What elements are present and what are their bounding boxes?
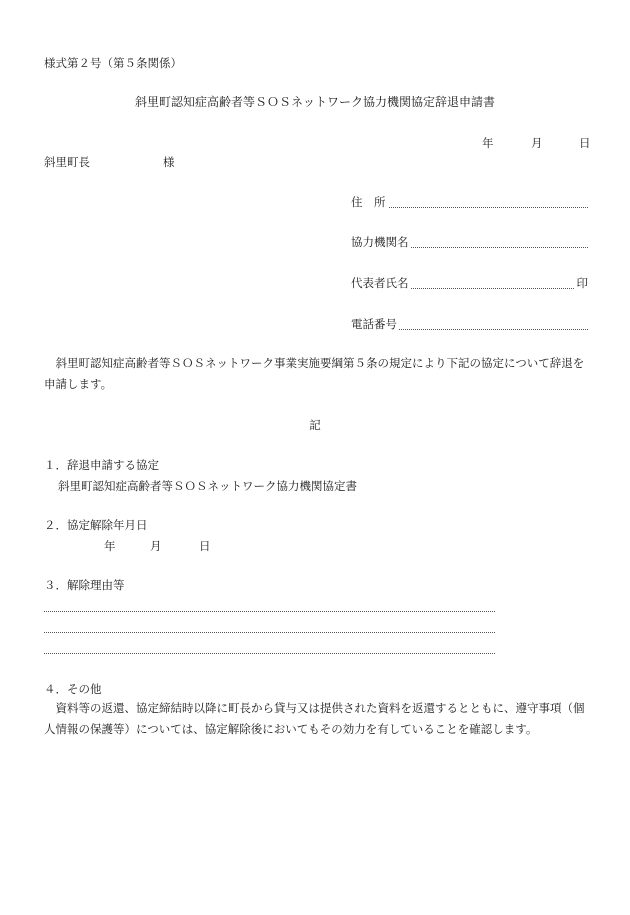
item1-heading: １．辞退申請する協定 [44, 458, 159, 472]
seal-mark: 印 [576, 275, 588, 290]
item1-body: 斜里町認知症高齢者等ＳＯＳネットワーク協力機関協定書 [58, 479, 357, 493]
representative-label: 代表者氏名 [351, 275, 409, 290]
request-statement: 斜里町認知症高齢者等ＳＯＳネットワーク事業実施要綱第５条の規定により下記の協定について辞退を申請します。 [44, 356, 585, 391]
date-year-label: 年 [482, 136, 494, 150]
item3-heading: ３．解除理由等 [44, 578, 125, 592]
org-name-label: 協力機関名 [351, 234, 409, 249]
item4-heading: ４．その他 [44, 682, 102, 696]
item2-year-label: 年 [104, 539, 116, 553]
addressee-honorific: 様 [163, 155, 175, 169]
applicant-address-field[interactable] [351, 194, 588, 210]
address-fill-line [389, 207, 588, 208]
item2-day-label: 日 [199, 539, 211, 553]
address-label: 住 所 [351, 194, 386, 209]
org-name-fill-line [411, 247, 588, 248]
representative-fill-line [411, 288, 574, 289]
item2-month-label: 月 [150, 539, 162, 553]
item4-body: 資料等の返還、協定締結時以降に町長から貸与又は提供された資料を返還するとともに、遵守事項（個人情報の保護等）については、協定解除後においてもその効力を有していることを確認します。 [44, 701, 585, 736]
reason-fill-line[interactable] [44, 632, 495, 633]
item2-heading: ２．協定解除年月日 [44, 518, 148, 532]
reason-fill-line[interactable] [44, 653, 495, 654]
reason-fill-line[interactable] [44, 611, 495, 612]
form-number: 様式第２号（第５条関係） [44, 56, 182, 70]
date-month-label: 月 [531, 136, 543, 150]
applicant-org-field[interactable] [351, 234, 588, 250]
applicant-representative-field[interactable] [351, 275, 588, 291]
phone-fill-line [399, 329, 588, 330]
phone-label: 電話番号 [351, 316, 397, 331]
applicant-phone-field[interactable] [351, 316, 588, 332]
ki-heading: 記 [309, 418, 321, 432]
addressee-name: 斜里町長 [44, 155, 90, 169]
document-title: 斜里町認知症高齢者等ＳＯＳネットワーク協力機関協定辞退申請書 [134, 95, 495, 109]
date-day-label: 日 [579, 136, 591, 150]
